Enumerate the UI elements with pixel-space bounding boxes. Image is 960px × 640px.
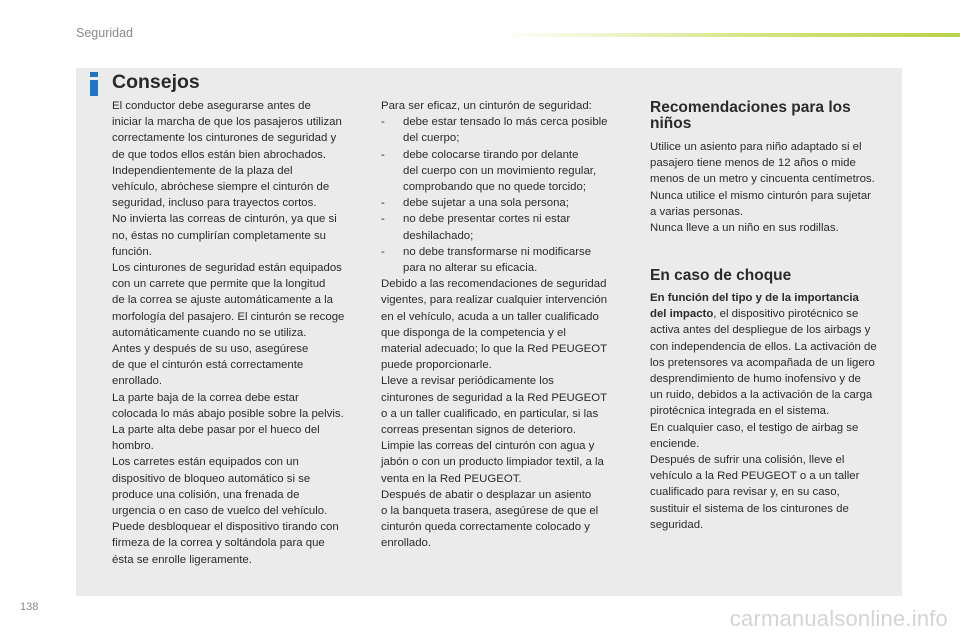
text-line: colocada lo más abajo posible sobre la pelvis. <box>112 407 344 420</box>
text-line: material adecuado; lo que la Red PEUGEOT <box>381 343 608 356</box>
text-line: hombro. <box>112 440 154 453</box>
heading-line: Recomendaciones para los <box>650 99 851 116</box>
text-line: Utilice un asiento para niño adaptado si el <box>650 141 862 153</box>
children-heading <box>650 100 880 132</box>
text-line: pasajero tiene menos de 12 años o mide <box>650 157 856 170</box>
text-line: vigentes, para realizar cualquier intervención <box>381 294 608 307</box>
children-text <box>650 139 900 236</box>
bullet-dash: - <box>381 197 385 210</box>
heading-line: niños <box>650 115 692 132</box>
text-line: debe colocarse tirando por delante <box>403 148 579 161</box>
text-line: un ruido, debidos a la activación de la carga <box>650 389 873 402</box>
section-title: Seguridad <box>76 26 133 40</box>
text-line: o la banqueta trasera, asegúrese de que el <box>381 505 599 518</box>
text-line: morfología del pasajero. El cinturón se recoge <box>112 310 345 323</box>
bullet-dash: - <box>381 116 385 129</box>
bullet-dash: - <box>381 245 385 258</box>
text-line: Después de sufrir una colisión, lleve el <box>650 454 845 467</box>
text-line: ésta se enrolle ligeramente. <box>112 553 252 566</box>
text-line: correctamente los cinturones de seguridad y <box>112 132 337 145</box>
bullet-dash: - <box>381 213 385 226</box>
text-line: Para ser eficaz, un cinturón de seguridad: <box>381 100 592 112</box>
crash-bold-phrase: del impacto <box>650 308 714 321</box>
text-line: correas presentan signos de deterioro. <box>381 424 577 437</box>
text-line: o a un taller cualificado, en particular, si las <box>381 407 599 420</box>
text-line: cualificado para revisar y, en su caso, <box>650 486 840 499</box>
text-line: seguridad. <box>650 518 704 531</box>
text-line: iniciar la marcha de que los pasajeros utilizan <box>112 116 342 129</box>
text-line: pirotécnica integrada en el sistema. <box>650 405 830 418</box>
text-line: debe estar tensado lo más cerca posible <box>403 116 608 129</box>
text-line: El conductor debe asegurarse antes de <box>112 100 311 112</box>
text-line: Los carretes están equipados con un <box>112 456 299 469</box>
crash-heading: En caso de choque <box>650 267 792 284</box>
page-number: 138 <box>20 601 39 613</box>
text-line: Limpie las correas del cinturón con agua y <box>381 440 595 453</box>
text-line: Después de abatir o desplazar un asiento <box>381 488 592 501</box>
text-line: a varias personas. <box>650 205 744 218</box>
text-line: activa antes del despliegue de los airbags y <box>650 324 871 337</box>
column-2 <box>381 98 631 552</box>
text-line <box>650 290 900 306</box>
text-line: sustituir el sistema de los cinturones de <box>650 502 849 515</box>
text-line: La parte baja de la correa debe estar <box>112 391 299 404</box>
text-line: seguridad, incluso para trayectos cortos. <box>112 197 317 210</box>
text-line: de que todos ellos están bien abrochados. <box>112 148 327 161</box>
panel-title: Consejos <box>112 71 200 93</box>
text-line: vehículo, abróchese siempre el cinturón de <box>112 181 330 194</box>
text-line: comprobando que no quede torcido; <box>403 181 587 194</box>
header-accent-bar <box>496 33 960 37</box>
text-line: de la correa se ajuste automáticamente a la <box>112 294 333 307</box>
list-item <box>381 244 631 276</box>
text-line: Nunca utilice el mismo cinturón para sujetar <box>650 189 871 202</box>
list-item <box>381 114 631 146</box>
text-line: No invierta las correas de cinturón, ya que si <box>112 213 337 226</box>
text-line: Puede desbloquear el dispositivo tirando con <box>112 521 339 534</box>
text-line: firmeza de la correa y soltándola para que <box>112 537 325 550</box>
text-line: enrollado. <box>381 537 432 550</box>
list-item <box>381 211 631 243</box>
info-icon <box>86 72 102 96</box>
watermark: carmanualsonline.info <box>729 606 948 631</box>
text-line: desprendimiento de humo inofensivo y de <box>650 373 861 386</box>
list-item <box>381 147 631 196</box>
text-line: deshilachado; <box>403 229 474 242</box>
bullet-dash: - <box>381 148 385 161</box>
text-line: no debe presentar cortes ni estar <box>403 213 571 226</box>
text-line: no debe transformarse ni modificarse <box>403 245 592 258</box>
text-line: con independencia de ellos. La activación de <box>650 340 877 353</box>
text-line: cinturones de seguridad a la Red PEUGEOT <box>381 391 608 404</box>
text-line: venta en la Red PEUGEOT. <box>381 472 522 485</box>
text-line: Antes y después de su uso, asegúrese <box>112 343 309 356</box>
text-line: los pretensores va acompañada de un ligero <box>650 356 875 369</box>
text-line: produce una colisión, una frenada de <box>112 488 300 501</box>
text-line: Lleve a revisar periódicamente los <box>381 375 554 388</box>
list-item <box>381 195 631 211</box>
crash-line-rest: , el dispositivo pirotécnico se <box>713 308 859 321</box>
text-line: automáticamente cuando no se utiliza. <box>112 326 307 339</box>
text-line: La parte alta debe pasar por el hueco del <box>112 424 320 437</box>
text-line: En cualquier caso, el testigo de airbag se <box>650 421 859 434</box>
text-line: con un carrete que permite que la longitud <box>112 278 326 291</box>
text-line: de que el cinturón está correctamente <box>112 359 304 372</box>
text-line: no, éstas no cumplirían completamente su <box>112 229 327 242</box>
text-line: en el vehículo, acuda a un taller cualificado <box>381 310 599 323</box>
crash-text <box>650 290 900 533</box>
text-line: enciende. <box>650 437 700 450</box>
text-line: urgencia o en caso de vuelco del vehículo. <box>112 505 328 518</box>
text-line: Debido a las recomendaciones de seguridad <box>381 278 607 291</box>
crash-bold-line: En función del tipo y de la importancia <box>650 292 859 304</box>
text-line: debe sujetar a una sola persona; <box>403 197 569 210</box>
text-line: para no alterar su eficacia. <box>403 262 538 275</box>
text-line: del cuerpo con un movimiento regular, <box>403 164 597 177</box>
text-line: puede proporcionarle. <box>381 359 492 372</box>
text-line: Los cinturones de seguridad están equipados <box>112 262 342 275</box>
text-line <box>650 306 900 322</box>
text-line: enrollado. <box>112 375 163 388</box>
column-1 <box>112 98 362 568</box>
text-line: vehículo a la Red PEUGEOT o a un taller <box>650 470 860 483</box>
text-line: cinturón queda correctamente colocado y <box>381 521 590 534</box>
text-line: jabón o con un producto limpiador textil, a la <box>381 456 604 469</box>
text-line: Nunca lleve a un niño en sus rodillas. <box>650 222 839 235</box>
text-line: menos de un metro y cincuenta centímetros. <box>650 173 875 186</box>
text-line: del cuerpo; <box>403 132 460 145</box>
text-line: función. <box>112 245 152 258</box>
text-line: Independientemente de la plaza del <box>112 164 293 177</box>
text-line: que disponga de la competencia y el <box>381 326 566 339</box>
text-line: dispositivo de bloqueo automático si se <box>112 472 311 485</box>
